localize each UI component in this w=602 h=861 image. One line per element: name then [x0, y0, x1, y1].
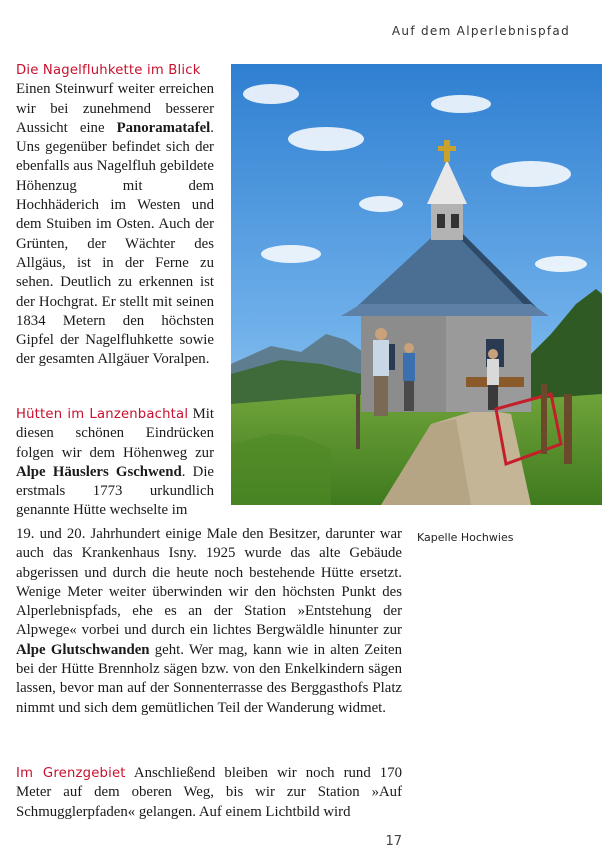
body-text: . Uns gegenüber befindet sich der ebenfalls aus Nagelfluh gebildete Höhenzug mit dem Hochhäderich im Westen und dem Stuiben im Osten. Auch der Grünten, der Wächter des Allgäus, ist in der Ferne zu sehen. Deutlich zu erkennen ist der Hochgrat. Er stellt mit seinen 1834 Metern den höchsten Gipfel der Nagelfluhkette sowie der gesamten Allgäuer Voralpen.: [16, 119, 214, 368]
section-heading: Im Grenzgebiet: [16, 766, 126, 781]
body-text: 19. und 20. Jahrhundert einige Male den Besitzer, darunter war auch das Krankenhaus Isny. 1925 wurde das alte Gebäude abgerissen und durch die heute noch bestehende Hütte ersetzt. Wenige Meter weiter überwinden wir den höchsten Punkt des Alperlebnispfads, ehe es an der Station »Entstehung der Alpwege« vorbei und durch ein lichtes Bergwäldle hinunter zur: [16, 526, 402, 639]
paragraph-huetten-continued: [16, 525, 402, 718]
body-text: Mit diesen schönen Eindrücken folgen wir dem Höhenweg zur: [16, 406, 214, 461]
section-huetten-col: [16, 405, 214, 521]
section-heading: Die Nagelfluhkette im Blick: [16, 63, 201, 78]
running-header: Auf dem Alperlebnispfad: [391, 24, 570, 38]
bold-term: Panoramatafel: [116, 119, 211, 136]
body-text: Anschließend bleiben wir noch rund 170 Meter auf dem oberen Weg, bis wir zur Station »Auf Schmugglerpfaden« gelangen. Auf einem Lichtbild wird: [16, 765, 402, 820]
paragraph-huetten-start: [16, 405, 214, 521]
chapel-photo: [231, 64, 602, 505]
body-text: Einen Steinwurf weiter erreichen wir bei zunehmend besserer Aussicht eine: [16, 81, 214, 136]
section-huetten-wide: [16, 525, 402, 718]
section-grenzgebiet: [16, 764, 402, 822]
chapel-illustration: [231, 64, 602, 505]
bold-term: Alpe Häuslers Gschwend: [16, 463, 182, 480]
paragraph-panorama: [16, 61, 214, 370]
section-heading: Hütten im Lanzenbachtal: [16, 407, 189, 422]
section-panorama: [16, 61, 214, 389]
body-text: . Die erstmals 1773 urkundlich genannte Hütte wechselte im: [16, 463, 215, 519]
page-number: 17: [385, 834, 402, 849]
bold-term: Alpe Glutschwanden: [16, 641, 150, 658]
photo-caption: Kapelle Hochwies: [417, 531, 514, 544]
body-text: geht. Wer mag, kann wie in alten Zeiten bei der Hütte Brennholz sägen bzw. von den Enkelkindern sägen lassen, bevor man auf der Sonnenterrasse des Berggasthofs Platz nimmt und sich dem gemütlichen Teil der Wanderung widmet.: [16, 641, 403, 716]
